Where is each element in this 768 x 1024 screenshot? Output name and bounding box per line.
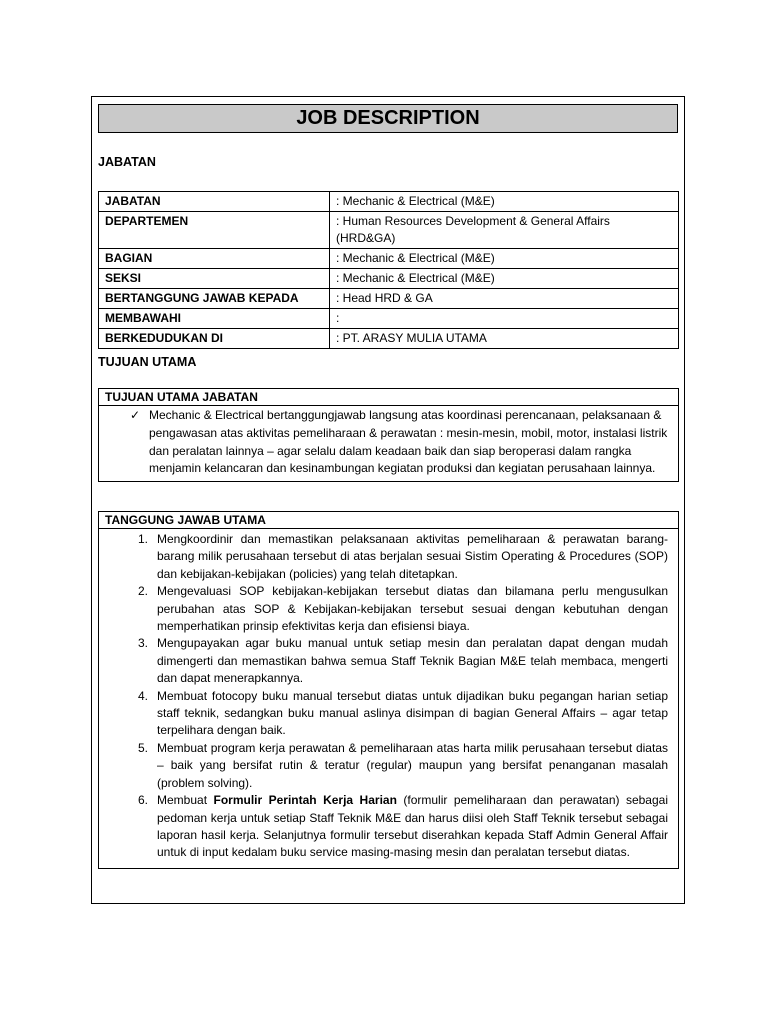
table-row: [99, 309, 679, 329]
item-text: Membuat fotocopy buku manual tersebut diatas untuk dijadikan buku pegangan harian setiap staff teknik, sedangkan buku manual aslinya disimpan di bagian General Affairs – agar tetap terpelihara dengan baik.: [157, 688, 668, 738]
item-text: Mengevaluasi SOP kebijakan-kebijakan tersebut diatas dan bilamana perlu mengusulkan perubahan atas SOP & Kebijakan-kebijakan tersebut sesuai dengan kebutuhan dengan memperhatikan prinsip efektivitas kerja dan efisiensi biaya.: [157, 584, 668, 634]
info-value: : PT. ARASY MULIA UTAMA: [330, 329, 679, 349]
table-row: [99, 249, 679, 269]
info-value: : Mechanic & Electrical (M&E): [330, 269, 679, 289]
position-info-table: [98, 191, 679, 349]
item-number: 3.: [137, 636, 148, 651]
info-key: BERTANGGUNG JAWAB KEPADA: [99, 289, 330, 309]
list-item: [127, 635, 668, 687]
item-text-after: (formulir pemeliharaan dan perawatan) sebagai pedoman kerja untuk setiap Staff Teknik M&E dan harus diisi oleh Staff Teknik tersebut sebagai laporan hasil kerja. Selanjutnya formulir tersebut diserahkan kepada Staff Admin General Affair untuk di input kedalam buku service masing-masing mesin dan peralatan tersebut diatas.: [157, 793, 668, 860]
purpose-text: Mechanic & Electrical bertanggungjawab langsung atas koordinasi perencanaan, pelaksanaan & pengawasan atas aktivitas pemeliharaan & perawatan : mesin-mesin, mobil, motor, instalasi listrik dan peralatan lainnya – agar selalu dalam keadaan baik dan siap beroperasi dalam rangka menjamin kelancaran dan kesinambungan kegiatan produksi dan kegiatan perusahaan lainnya.: [149, 408, 668, 476]
item-number: 1.: [137, 532, 148, 546]
info-value: : Head HRD & GA: [330, 289, 679, 309]
list-item: [127, 531, 668, 583]
document-frame: [91, 96, 685, 904]
info-key: MEMBAWAHI: [99, 309, 330, 329]
item-number: 6.: [137, 793, 148, 808]
info-value: : Mechanic & Electrical (M&E): [330, 192, 679, 212]
purpose-item: [99, 406, 678, 481]
info-key: DEPARTEMEN: [99, 212, 330, 249]
list-item: [127, 688, 668, 740]
info-key: SEKSI: [99, 269, 330, 289]
responsibilities-box-header: TANGGUNG JAWAB UTAMA: [99, 512, 678, 529]
checkmark-icon: ✓: [130, 408, 141, 422]
table-row: [99, 192, 679, 212]
item-number: 4.: [137, 688, 148, 703]
responsibilities-box: [98, 511, 679, 869]
table-row: [99, 269, 679, 289]
item-number: 2.: [137, 584, 148, 599]
table-row: [99, 212, 679, 249]
info-key: BAGIAN: [99, 249, 330, 269]
section-heading-tujuan: TUJUAN UTAMA: [98, 355, 197, 369]
purpose-box-header: TUJUAN UTAMA JABATAN: [99, 389, 678, 406]
info-value: : Mechanic & Electrical (M&E): [330, 249, 679, 269]
item-text: Mengupayakan agar buku manual untuk setiap mesin dan peralatan dapat dengan mudah dimengerti dan memastikan bahwa semua Staff Teknik Bagian M&E telah membaca, mengerti dan dapat menerapkannya.: [157, 636, 668, 686]
item-text: Membuat program kerja perawatan & pemeliharaan atas harta milik perusahaan tersebut diatas – baik yang bersifat rutin & teratur (regular) maupun yang bersifat penanganan masalah (problem solving).: [157, 740, 668, 790]
table-row: [99, 289, 679, 309]
info-key: JABATAN: [99, 192, 330, 212]
item-text: [157, 792, 668, 862]
list-item: [127, 583, 668, 635]
info-value: :: [330, 309, 679, 329]
document-title: JOB DESCRIPTION: [98, 104, 678, 133]
list-item: [127, 740, 668, 792]
item-text-before: Membuat: [157, 793, 214, 808]
responsibilities-list: [99, 529, 678, 868]
list-item: [127, 792, 668, 862]
item-text: Mengkoordinir dan memastikan pelaksanaan aktivitas pemeliharaan & perawatan barang-barang milik perusahaan tersebut di atas berjalan sesuai Sistim Operating & Procedures (SOP) dan kebijakan-kebijakan (policies) yang telah ditetapkan.: [157, 532, 668, 581]
item-number: 5.: [137, 740, 148, 755]
info-key: BERKEDUDUKAN DI: [99, 329, 330, 349]
section-heading-jabatan: JABATAN: [98, 155, 156, 169]
table-row: [99, 329, 679, 349]
purpose-box: [98, 388, 679, 482]
form-name-bold: Formulir Perintah Kerja Harian: [213, 793, 397, 808]
info-value: : Human Resources Development & General Affairs (HRD&GA): [330, 212, 679, 249]
